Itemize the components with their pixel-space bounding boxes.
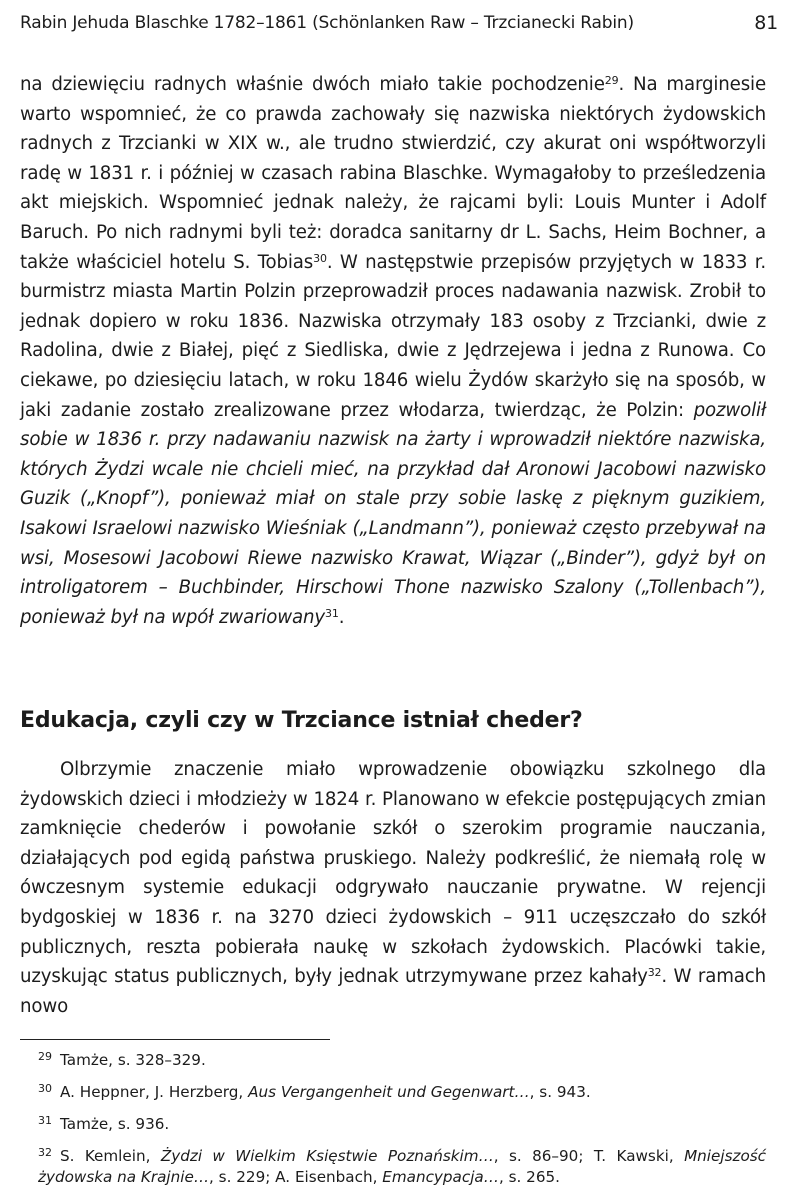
paragraph-text: .	[338, 606, 345, 628]
footnote-number: 30	[38, 1082, 52, 1095]
section-heading: Edukacja, czyli czy w Trzciance istniał cheder?	[20, 708, 583, 733]
paragraph-text: Olbrzymie znaczenie miało wprowadzenie obowiązku szkolnego dla żydowskich dzieci i młodzieży w 1824 r. Planowano w efekcie postępujących zmian zamknięcie chederów i powołanie szkół o szerokim programie nauczania, działających pod egidą państwa pruskiego. Należy podkreślić, że niemałą rolę w ówczesnym systemie edukacji odgrywało nauczanie prywatne. W rejencji bydgoskiej w 1836 r. na 3270 dzieci żydowskich – 911 uczęszczało do szkół publicznych, reszta pobierała naukę w szkołach żydowskich. Placówki takie, uzyskując status publicznych, były jednak utrzymywane przez kahały	[20, 759, 766, 988]
footnote-text: Tamże, s. 936.	[60, 1115, 170, 1133]
footnote-29	[20, 1046, 766, 1071]
footnote-30	[20, 1078, 766, 1103]
footnote-title: Żydzi w Wielkim Księstwie Poznańskim…	[160, 1147, 494, 1165]
footnote-text: , s. 265.	[498, 1168, 560, 1186]
footnote-32	[20, 1142, 766, 1188]
footnote-ref-29[interactable]: 29	[604, 74, 619, 87]
footnote-ref-32[interactable]: 32	[647, 966, 662, 980]
footnote-text: , s. 229; A. Eisenbach,	[209, 1168, 383, 1186]
footnote-text: Tamże, s. 328–329.	[60, 1051, 206, 1069]
footnote-title: Emancypacja…	[382, 1168, 499, 1186]
footnote-number: 32	[38, 1146, 52, 1159]
running-title: Rabin Jehuda Blaschke 1782–1861 (Schönlanken Raw – Trzcianecki Rabin)	[20, 13, 634, 33]
footnotes	[20, 1046, 766, 1195]
footnote-separator	[20, 1039, 330, 1040]
paragraph-text: na dziewięciu radnych właśnie dwóch miało takie pochodzenie	[20, 74, 605, 95]
footnote-text: A. Heppner, J. Herzberg,	[60, 1083, 249, 1101]
footnote-text: , s. 943.	[529, 1083, 591, 1101]
footnote-title: Aus Vergangenheit und Gegenwart…	[248, 1083, 530, 1101]
paragraph-education	[20, 755, 766, 1021]
footnote-title: Mniejszość żydowska na Krajnie…	[38, 1147, 767, 1186]
footnote-ref-30[interactable]: 30	[313, 251, 327, 265]
running-header	[20, 6, 778, 40]
footnote-text: S. Kemlein,	[60, 1147, 161, 1165]
paragraph-continuation	[20, 70, 766, 632]
page-number: 81	[754, 12, 778, 34]
quotation-italic: pozwolił sobie w 1836 r. przy nadawaniu nazwisk na żarty i wprowadził niektóre nazwiska, których Żydzi wcale nie chcieli mieć, na przykład dał Aronowi Jacobowi nazwisko Guzik („Knopf”), ponieważ miał on stale przy sobie laskę z pięknym guzikiem, Isakowi Israelowi nazwisko Wieśniak („Landmann”), ponieważ często przebywał na wsi, Mosesowi Jacobowi Riewe nazwisko Krawat, Wiązar („Binder”), gdyż był on introligatorem – Buchbinder, Hirschowi Thone nazwisko Szalony („Tollenbach”), ponieważ był na wpół zwariowany	[20, 399, 766, 628]
paragraph-text: . Na marginesie warto wspomnieć, że co prawda zachowały się nazwiska niektórych żydowskich radnych z Trzcianki w XIX w., ale trudno stwierdzić, czy akurat oni współtworzyli radę w 1831 r. i później w czasach rabina Blaschke. Wymagałoby to prześledzenia akt miejskich. Wspomnieć jednak należy, że rajcami byli: Louis Munter i Adolf Baruch. Po nich radnymi byli też: doradca sanitarny dr L. Sachs, Heim Bochner, a także właściciel hotelu S. Tobias	[20, 74, 766, 273]
paragraph-text: . W następstwie przepisów przyjętych w 1833 r. burmistrz miasta Martin Polzin przeprowadził proces nadawania nazwisk. Zrobił to jednak dopiero w roku 1836. Nazwiska otrzymały 183 osoby z Trzcianki, dwie z Radolina, dwie z Białej, pięć z Siedliska, dwie z Jędrzejewa i jedna z Runowa. Co ciekawe, po dziesięciu latach, w roku 1846 wielu Żydów skarżyło się na sposób, w jaki zadanie zostało zrealizowane przez włodarza, twierdząc, że Polzin:	[20, 251, 766, 421]
footnote-31	[20, 1110, 766, 1135]
footnote-text: , s. 86–90; T. Kawski,	[493, 1147, 685, 1165]
paragraph-text: . W ramach nowo	[20, 966, 766, 1017]
footnote-number: 29	[38, 1050, 52, 1063]
footnote-ref-31[interactable]: 31	[325, 606, 339, 620]
footnote-number: 31	[38, 1114, 52, 1127]
